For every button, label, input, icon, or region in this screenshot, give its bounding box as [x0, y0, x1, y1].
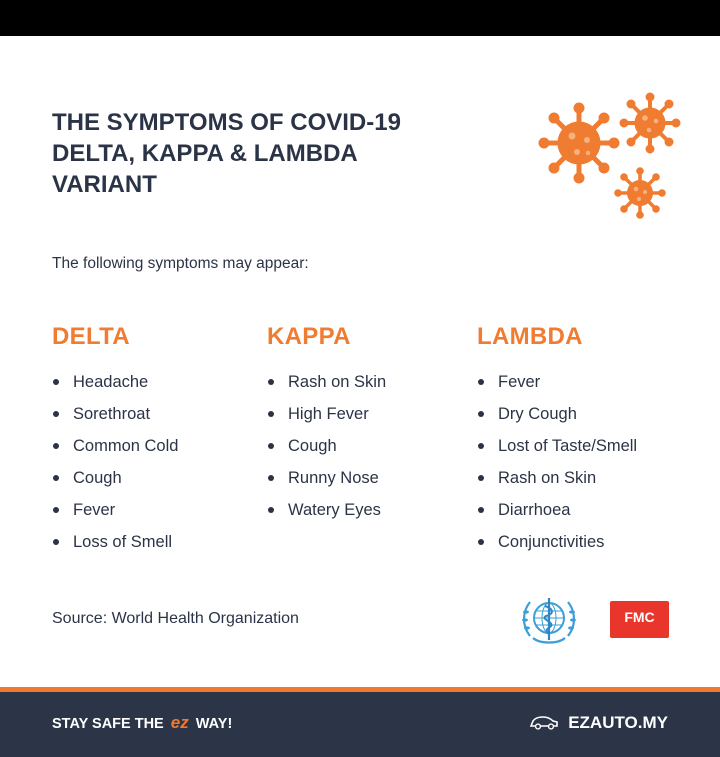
list-item: Headache [52, 366, 178, 398]
title-line-3: VARIANT [52, 171, 157, 198]
footer-bar [0, 692, 720, 757]
list-item: Watery Eyes [267, 494, 386, 526]
delta-column [52, 320, 178, 558]
kappa-heading: KAPPA [267, 323, 351, 350]
fmc-logo [610, 601, 669, 638]
list-item: Diarrhoea [477, 494, 637, 526]
footer-slogan [52, 692, 232, 754]
virus-icon [619, 92, 681, 154]
list-item: Loss of Smell [52, 526, 178, 558]
kappa-column [267, 320, 386, 526]
virus-icon [538, 102, 620, 184]
list-item: Conjunctivities [477, 526, 637, 558]
list-item: Cough [52, 462, 178, 494]
list-item: Runny Nose [267, 462, 386, 494]
lambda-heading: LAMBDA [477, 323, 583, 350]
delta-symptom-list [52, 366, 178, 558]
source-text: Source: World Health Organization [52, 610, 299, 627]
list-item: Sorethroat [52, 398, 178, 430]
top-black-bar [0, 0, 720, 36]
slogan-text-before: STAY SAFE THE [52, 716, 164, 732]
lambda-column [477, 320, 637, 558]
list-item: High Fever [267, 398, 386, 430]
title-line-2: DELTA, KAPPA & LAMBDA [52, 140, 358, 167]
page-title [52, 107, 492, 200]
footer-brand [529, 692, 668, 754]
list-item: Dry Cough [477, 398, 637, 430]
slogan-text-after: WAY! [195, 716, 233, 732]
virus-icon [614, 167, 666, 219]
brand-name: EZAUTO.MY [568, 713, 668, 732]
who-logo [518, 588, 580, 650]
list-item: Fever [477, 366, 637, 398]
car-icon [529, 714, 559, 730]
list-item: Fever [52, 494, 178, 526]
list-item: Common Cold [52, 430, 178, 462]
list-item: Rash on Skin [477, 462, 637, 494]
delta-heading: DELTA [52, 323, 130, 350]
list-item: Rash on Skin [267, 366, 386, 398]
title-line-1: THE SYMPTOMS OF COVID-19 [52, 109, 401, 136]
fmc-logo-text: FMC [624, 609, 655, 625]
kappa-symptom-list [267, 366, 386, 526]
intro-text: The following symptoms may appear: [52, 255, 309, 272]
lambda-symptom-list [477, 366, 637, 558]
ez-logo-mark: ez [170, 713, 189, 732]
list-item: Lost of Taste/Smell [477, 430, 637, 462]
list-item: Cough [267, 430, 386, 462]
